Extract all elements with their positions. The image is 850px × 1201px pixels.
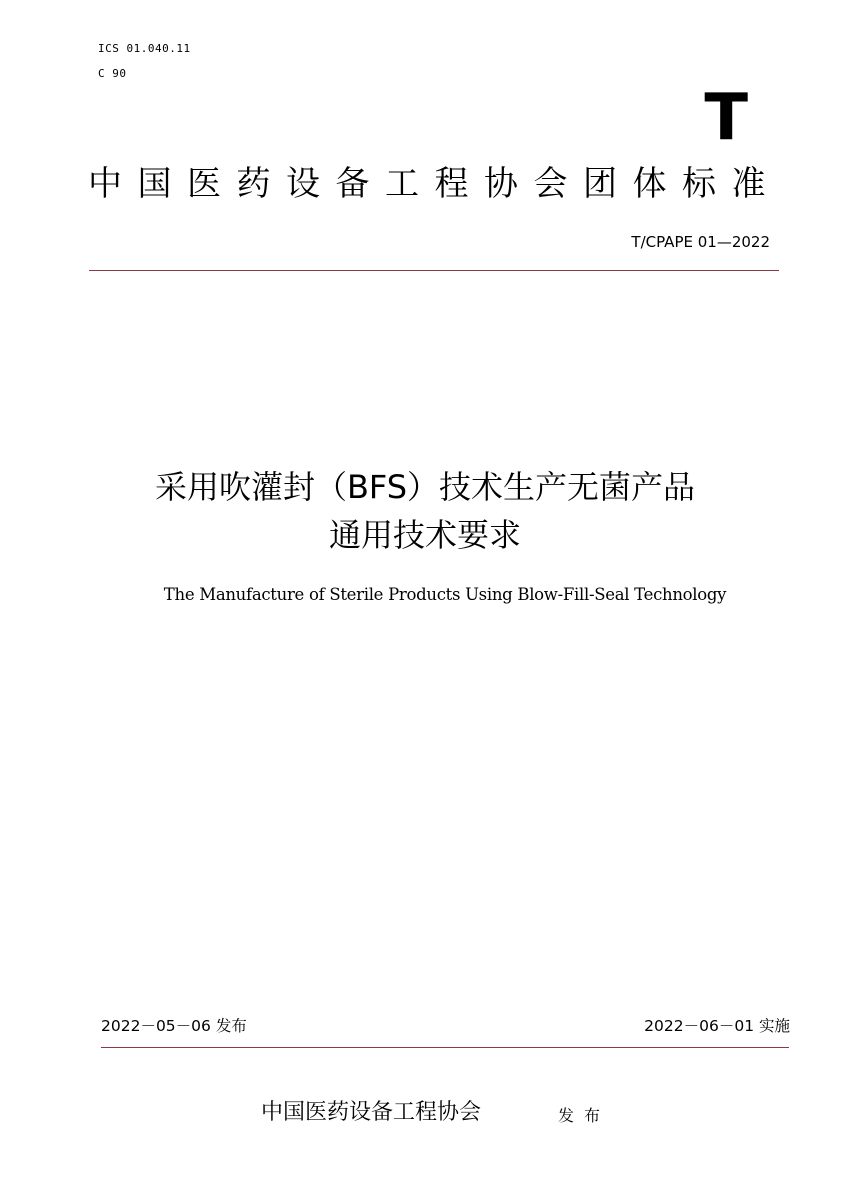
document-title-cn-line1: 采用吹灌封（BFS）技术生产无菌产品 bbox=[154, 468, 696, 506]
issue-date: 2022－05－06 发布 bbox=[101, 1017, 247, 1035]
organization-title: 中国医药设备工程协会团体标准 bbox=[88, 164, 781, 204]
document-title-en: The Manufacture of Sterile Products Using Blow-Fill-Seal Technology bbox=[163, 585, 727, 604]
publisher-name: 中国医药设备工程协会 bbox=[261, 1100, 482, 1125]
top-divider bbox=[89, 270, 779, 271]
publish-label: 发布 bbox=[558, 1106, 611, 1125]
standard-type-letter: T bbox=[704, 81, 748, 155]
document-title-cn-line2: 通用技术要求 bbox=[328, 516, 521, 554]
bottom-divider bbox=[101, 1047, 789, 1048]
implementation-date: 2022－06－01 实施 bbox=[644, 1017, 790, 1035]
ccs-code: C 90 bbox=[98, 67, 127, 80]
standard-number: T/CPAPE 01—2022 bbox=[631, 233, 770, 251]
ics-code: ICS 01.040.11 bbox=[98, 42, 191, 55]
